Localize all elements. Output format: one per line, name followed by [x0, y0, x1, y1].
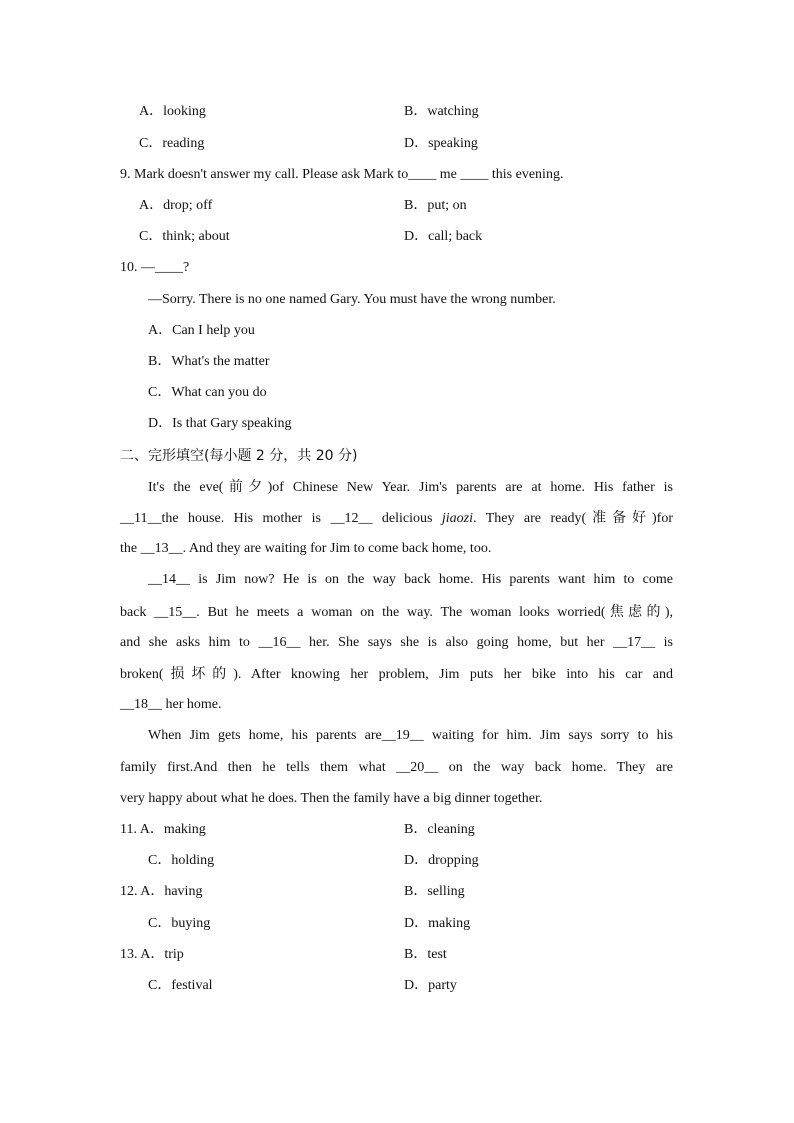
q12-option-d: D．making	[404, 916, 471, 931]
q13-option-a: 13. A．trip	[120, 947, 184, 962]
passage-p1-line2	[120, 509, 673, 527]
chinese-gloss: 焦虑的	[605, 604, 665, 620]
q10-blank: ____	[155, 260, 183, 275]
q8-option-c: C．reading	[139, 136, 205, 151]
passage-text: )of Chinese New Year. Jim's parents are at home. His father is	[267, 480, 674, 495]
blank-11: __11__	[120, 511, 162, 526]
passage-text: ),	[664, 605, 673, 620]
q12-option-c: C．buying	[148, 916, 211, 931]
q10-option-a: A．Can I help you	[148, 323, 255, 338]
q8-option-a: A．looking	[139, 104, 206, 119]
q10-option-d: D．Is that Gary speaking	[148, 416, 292, 431]
blank-20: __20__	[396, 760, 439, 775]
q9-option-c: C．think; about	[139, 229, 230, 244]
passage-italic-word: jiaozi	[441, 511, 474, 526]
passage-p1-line1	[148, 478, 673, 496]
passage-text: . And they are waiting for Jim to come back home, too.	[182, 541, 492, 556]
passage-text: the house. His mother is	[161, 511, 331, 526]
q12-option-a: 12. A．having	[120, 884, 203, 899]
passage-text: It's the eve(	[148, 480, 224, 495]
blank-15: __15__	[154, 605, 197, 620]
q11-option-c: C．holding	[148, 853, 215, 868]
q9-stem	[120, 166, 563, 184]
passage-text: )for	[652, 511, 674, 526]
passage-text: her. She says she is also going home, but her	[300, 635, 614, 650]
q10-option-b: B．What's the matter	[148, 354, 270, 369]
passage-text: ). After knowing her problem, Jim puts her bike into his car and	[233, 667, 673, 682]
q11-option-b: B．cleaning	[404, 822, 475, 837]
passage-text: When Jim gets home, his parents are	[148, 728, 382, 743]
blank-16: __16__	[258, 635, 301, 650]
section-2-title: 二、完形填空(每小题 2 分，共 20 分)	[120, 448, 358, 464]
blank-13: __13__	[140, 541, 183, 556]
blank-19: __19__	[381, 728, 424, 743]
passage-p3-line3: very happy about what he does. Then the family have a big dinner together.	[120, 791, 543, 806]
q13-option-c: C．festival	[148, 978, 213, 993]
q9-stem-part3: this evening.	[488, 167, 564, 182]
q11-option-d: D．dropping	[404, 853, 479, 868]
q12-option-b: B．selling	[404, 884, 465, 899]
passage-text: is Jim now? He is on the way back home. His parents want him to come	[190, 572, 673, 587]
q9-blank-2: ____	[460, 167, 489, 182]
passage-p2-line3	[120, 634, 673, 652]
q10-reply: —Sorry. There is no one named Gary. You must have the wrong number.	[148, 292, 556, 307]
q13-option-b: B．test	[404, 947, 447, 962]
passage-p2-line1	[148, 571, 673, 589]
blank-12: __12__	[330, 511, 373, 526]
passage-p2-line5	[120, 696, 673, 714]
q8-option-b: B．watching	[404, 104, 479, 119]
q9-blank-1: ____	[408, 167, 437, 182]
passage-text: broken(	[120, 667, 164, 682]
q9-option-a: A．drop; off	[139, 198, 213, 213]
q10-stem	[120, 259, 189, 277]
passage-text: her home.	[162, 697, 222, 712]
chinese-gloss: 前夕	[223, 479, 268, 495]
passage-text: the	[120, 541, 141, 556]
passage-p3-line1	[148, 727, 673, 745]
passage-p2-line2	[120, 603, 673, 621]
blank-14: __14__	[148, 572, 190, 587]
q9-stem-part1: 9. Mark doesn't answer my call. Please ask Mark to	[120, 167, 409, 182]
chinese-gloss: 损坏的	[163, 666, 234, 682]
q10-option-c: C．What can you do	[148, 385, 267, 400]
blank-17: __17__	[613, 635, 656, 650]
q11-option-a: 11. A．making	[120, 822, 206, 837]
q9-option-b: B．put; on	[404, 198, 467, 213]
passage-text: is	[655, 635, 674, 650]
passage-text: back	[120, 605, 155, 620]
q10-stem-part2: ?	[183, 260, 190, 275]
q9-stem-part2: me	[436, 167, 461, 182]
passage-text: family first.And then he tells them what	[120, 760, 397, 775]
q10-stem-part1: 10. —	[120, 260, 155, 275]
passage-text: . They are ready(	[473, 511, 587, 526]
passage-text: . But he meets a woman on the way. The woman looks worried(	[196, 605, 606, 620]
blank-18: __18__	[120, 697, 162, 712]
passage-text: delicious	[372, 511, 442, 526]
passage-text: and she asks him to	[120, 635, 259, 650]
q9-option-d: D．call; back	[404, 229, 483, 244]
passage-p2-line4	[120, 665, 673, 683]
chinese-gloss: 准备好	[586, 510, 653, 526]
passage-p1-line3	[120, 540, 673, 558]
passage-text: waiting for him. Jim says sorry to his	[423, 728, 674, 743]
q13-option-d: D．party	[404, 978, 457, 993]
passage-text: on the way back home. They are	[438, 760, 673, 775]
q8-option-d: D．speaking	[404, 136, 478, 151]
passage-p3-line2	[120, 759, 673, 777]
